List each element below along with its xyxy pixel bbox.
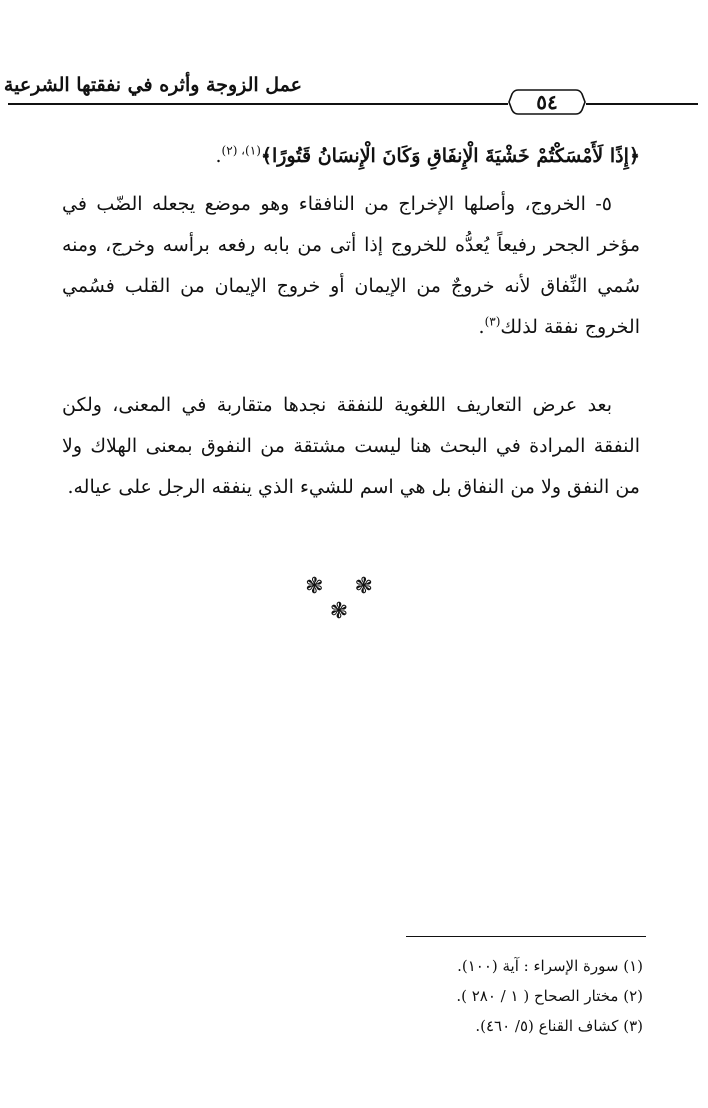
page-number: ٥٤ bbox=[536, 90, 558, 114]
footnote-2: (٢) مختار الصحاح ( ١ / ٢٨٠ ). bbox=[456, 987, 643, 1005]
definition-item-5 bbox=[62, 184, 640, 348]
running-header-title: عمل الزوجة وأثره في نفقتها الشرعية bbox=[3, 74, 302, 96]
header-rule bbox=[8, 103, 698, 105]
footnotes bbox=[300, 951, 643, 1041]
quran-verse: ﴿إِذًا لَأَمْسَكْتُمْ خَشْيَةَ الْإِنفَاقِ وَكَانَ الْإِنسَانُ قَتُورًا﴾ bbox=[260, 145, 640, 167]
section-ornament: ❃ ❃ ❃ bbox=[305, 574, 385, 624]
definition-item-5-text: ٥- الخروج، وأصلها الإخراج من النافقاء وهو موضع يجعله الضّب في مؤخر الجحر رفيعاً يُعدُّه للخروج إذا أتى من بابه رفعه برأسه وخرج، ومنه سُمي النِّفاق لأنه خروجٌ من الإيمان أو خروج الإيمان من القلب فسُمي الخروج نفقة لذلك bbox=[62, 193, 640, 338]
footnote-3: (٣) كشاف القناع (٥/ ٤٦٠). bbox=[475, 1017, 643, 1035]
definition-item-5-period: . bbox=[478, 316, 485, 338]
summary-paragraph bbox=[62, 385, 640, 508]
summary-text: بعد عرض التعاريف اللغوية للنفقة نجدها متقاربة في المعنى، ولكن النفقة المرادة في البحث هنا ليست مشتقة من النفوق بمعنى الهلاك ولا من النفق ولا من النفاق بل هي اسم للشيء الذي ينفقه الرجل على عياله. bbox=[62, 394, 640, 498]
footnote-rule bbox=[406, 936, 646, 937]
definition-item-5-ref: (٣) bbox=[484, 314, 501, 329]
verse-footnote-refs: (١)، (٢) bbox=[221, 143, 261, 158]
page-number-frame bbox=[508, 88, 586, 116]
footnote-1: (١) سورة الإسراء : آية (١٠٠). bbox=[457, 957, 643, 975]
quran-verse-paragraph bbox=[62, 136, 640, 177]
verse-period: . bbox=[215, 145, 222, 167]
